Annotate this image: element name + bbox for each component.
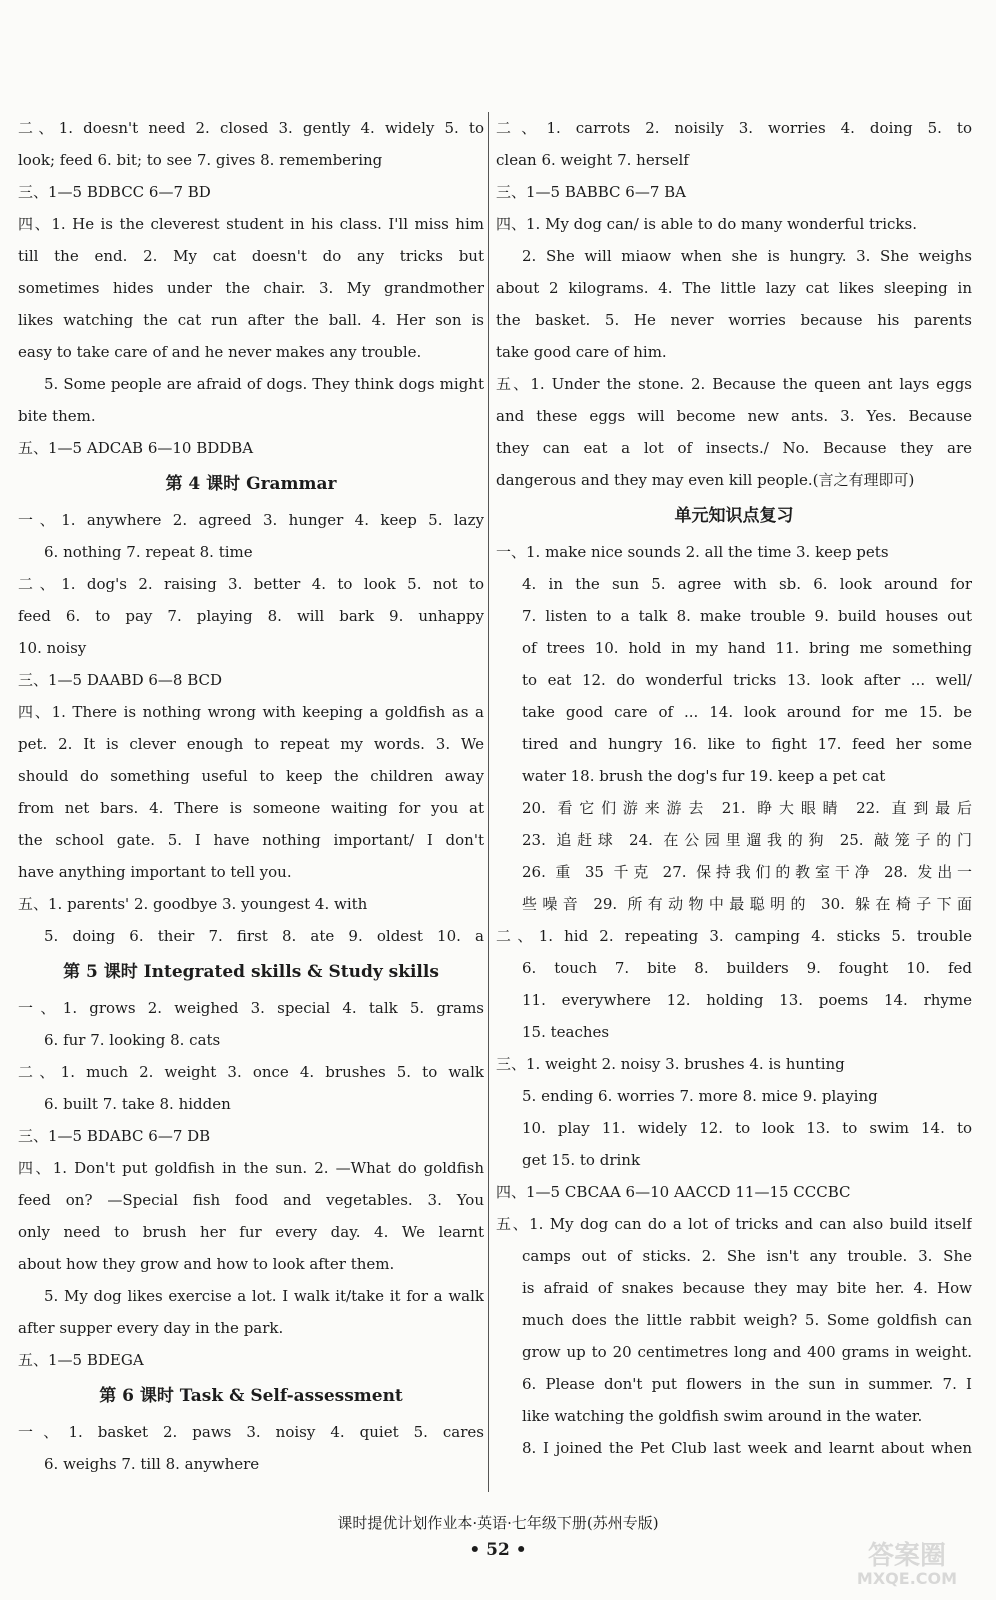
- answer-line: 四、1. There is nothing wrong with keeping a goldfish as a: [18, 703, 484, 721]
- answer-line: 二、1. carrots 2. noisily 3. worries 4. doing 5. to: [496, 119, 972, 137]
- answer-line: 四、1. My dog can/ is able to do many wonderful tricks.: [496, 215, 917, 233]
- answer-line: 二、1. doesn't need 2. closed 3. gently 4. widely 5. to: [18, 119, 484, 137]
- answer-line: have anything important to tell you.: [18, 863, 292, 881]
- answer-line: 四、1. Don't put goldfish in the sun. 2. —What do goldfish: [18, 1159, 484, 1177]
- answer-line: of trees 10. hold in my hand 11. bring me something: [522, 639, 972, 657]
- answer-line: the basket. 5. He never worries because his parents: [496, 311, 972, 329]
- answer-line: bite them.: [18, 407, 96, 425]
- answer-line: 五、1. Under the stone. 2. Because the queen ant lays eggs: [496, 375, 972, 393]
- answer-line: 10. play 11. widely 12. to look 13. to swim 14. to: [522, 1119, 972, 1137]
- answer-block: [496, 1176, 972, 1208]
- watermark-text: 答案圈: [867, 1541, 947, 1571]
- answer-block: [18, 568, 484, 664]
- answer-block: [18, 664, 484, 696]
- answer-line: and these eggs will become new ants. 3. Yes. Because: [496, 407, 972, 425]
- section-heading: 单元知识点复习: [674, 506, 794, 526]
- answer-block: [18, 992, 484, 1056]
- answer-block: [18, 208, 484, 432]
- footer-title: 课时提优计划作业本·英语·七年级下册(苏州专版): [337, 1514, 659, 1532]
- watermark-url: MXQE.COM: [856, 1569, 958, 1588]
- answer-line: likes watching the cat run after the ball. 4. Her son is: [18, 311, 484, 329]
- answer-line: from net bars. 4. There is someone waiting for you at: [18, 799, 484, 817]
- answer-line: 五、1—5 BDEGA: [18, 1351, 144, 1369]
- answer-block: [18, 176, 484, 208]
- answer-line: like watching the goldfish swim around in the water.: [522, 1407, 923, 1425]
- answer-line: 四、1—5 CBCAA 6—10 AACCD 11—15 CCCBC: [496, 1183, 851, 1201]
- answer-line: take good care of ... 14. look around for me 15. be: [522, 703, 972, 721]
- answer-line: 一、1. make nice sounds 2. all the time 3. keep pets: [496, 543, 889, 561]
- column-divider: [488, 112, 489, 1492]
- answer-line: water 18. brush the dog's fur 19. keep a pet cat: [522, 767, 886, 785]
- answer-line: should do something useful to keep the children away: [18, 767, 484, 785]
- answer-line: feed 6. to pay 7. playing 8. will bark 9. unhappy: [18, 607, 484, 625]
- section-heading: 第 5 课时 Integrated skills & Study skills: [63, 962, 439, 982]
- answer-line: 三、1—5 BABBC 6—7 BA: [496, 183, 686, 201]
- answer-line: camps out of sticks. 2. She isn't any trouble. 3. She: [522, 1247, 972, 1265]
- right-column: [496, 112, 972, 1464]
- answer-line: easy to take care of and he never makes any trouble.: [18, 343, 422, 361]
- answer-line: look; feed 6. bit; to see 7. gives 8. remembering: [18, 151, 383, 169]
- answer-line: 23. 追赶球 24. 在公园里遛我的狗 25. 敲笼子的门: [522, 831, 972, 849]
- answer-line: tired and hungry 16. like to fight 17. feed her some: [522, 735, 972, 753]
- answer-line: 2. She will miaow when she is hungry. 3. She weighs: [522, 247, 972, 265]
- answer-line: 二、1. much 2. weight 3. once 4. brushes 5. to walk: [18, 1063, 484, 1081]
- answer-line: 26. 重 35 千克 27. 保持我们的教室干净 28. 发出一: [522, 863, 972, 881]
- answer-block: [18, 888, 484, 952]
- answer-block: [18, 696, 484, 888]
- section-heading: 第 4 课时 Grammar: [165, 474, 337, 494]
- answer-block: [18, 1120, 484, 1152]
- answer-line: 5. ending 6. worries 7. more 8. mice 9. playing: [522, 1087, 878, 1105]
- answer-line: sometimes hides under the chair. 3. My grandmother: [18, 279, 484, 297]
- answer-line: 5. Some people are afraid of dogs. They think dogs might: [44, 375, 484, 393]
- answer-block: [18, 432, 484, 464]
- answer-line: till the end. 2. My cat doesn't do any tricks but: [18, 247, 484, 265]
- section-heading: 第 6 课时 Task & Self-assessment: [99, 1386, 403, 1406]
- answer-line: 5. doing 6. their 7. first 8. ate 9. oldest 10. a: [44, 927, 484, 945]
- answer-line: 二、1. dog's 2. raising 3. better 4. to look 5. not to: [18, 575, 484, 593]
- answer-line: 5. My dog likes exercise a lot. I walk it/take it for a walk: [44, 1287, 484, 1305]
- answer-line: 15. teaches: [522, 1023, 610, 1041]
- answer-line: much does the little rabbit weigh? 5. Some goldfish can: [522, 1311, 972, 1329]
- answer-line: after supper every day in the park.: [18, 1319, 284, 1337]
- answer-line: clean 6. weight 7. herself: [496, 151, 689, 169]
- answer-block: [18, 504, 484, 568]
- answer-line: pet. 2. It is clever enough to repeat my words. 3. We: [18, 735, 484, 753]
- answer-line: 三、1—5 DAABD 6—8 BCD: [18, 671, 223, 689]
- answer-line: 6. nothing 7. repeat 8. time: [44, 543, 253, 561]
- answer-line: is afraid of snakes because they may bite her. 4. How: [522, 1279, 972, 1297]
- answer-block: [496, 920, 972, 1048]
- answer-line: about how they grow and how to look after them.: [18, 1255, 395, 1273]
- answer-block: [496, 368, 972, 496]
- answer-line: 五、1. My dog can do a lot of tricks and can also build itself: [496, 1215, 972, 1233]
- answer-block: [18, 1152, 484, 1344]
- answer-line: 6. weighs 7. till 8. anywhere: [44, 1455, 260, 1473]
- answer-line: get 15. to drink: [522, 1151, 641, 1169]
- answer-line: 二、1. hid 2. repeating 3. camping 4. sticks 5. trouble: [496, 927, 972, 945]
- answer-block: [18, 1056, 484, 1120]
- answer-line: 20. 看它们游来游去 21. 睁大眼睛 22. 直到最后: [522, 799, 972, 817]
- answer-line: 6. Please don't put flowers in the sun in summer. 7. I: [522, 1375, 972, 1393]
- answer-block: [496, 208, 972, 368]
- answer-line: 7. listen to a talk 8. make trouble 9. build houses out: [522, 607, 972, 625]
- answer-line: 五、1—5 ADCAB 6—10 BDDBA: [18, 439, 254, 457]
- answer-line: 11. everywhere 12. holding 13. poems 14. rhyme: [522, 991, 972, 1009]
- answer-line: 一、1. basket 2. paws 3. noisy 4. quiet 5. cares: [18, 1423, 484, 1441]
- answer-line: 8. I joined the Pet Club last week and learnt about when: [522, 1439, 972, 1457]
- answer-line: only need to brush her fur every day. 4. We learnt: [18, 1223, 484, 1241]
- answer-line: 五、1. parents' 2. goodbye 3. youngest 4. with: [18, 895, 368, 913]
- answer-line: feed on? —Special fish food and vegetables. 3. You: [18, 1191, 484, 1209]
- answer-line: 三、1—5 BDABC 6—7 DB: [18, 1127, 211, 1145]
- answer-line: grow up to 20 centimetres long and 400 grams in weight.: [522, 1343, 972, 1361]
- answer-line: about 2 kilograms. 4. The little lazy cat likes sleeping in: [496, 279, 972, 297]
- answer-block: [496, 536, 972, 920]
- answer-block: [18, 112, 484, 176]
- page-number: • 52 •: [469, 1540, 527, 1560]
- answer-line: 一、1. grows 2. weighed 3. special 4. talk 5. grams: [18, 999, 484, 1017]
- left-column: [18, 112, 484, 1480]
- answer-block: [18, 1344, 484, 1376]
- answer-line: the school gate. 5. I have nothing important/ I don't: [18, 831, 484, 849]
- answer-line: 三、1—5 BDBCC 6—7 BD: [18, 183, 211, 201]
- answer-block: [496, 112, 972, 176]
- answer-line: 10. noisy: [18, 639, 87, 657]
- watermark-logo: [832, 1534, 982, 1590]
- answer-line: 6. fur 7. looking 8. cats: [44, 1031, 221, 1049]
- answer-line: 6. built 7. take 8. hidden: [44, 1095, 231, 1113]
- answer-line: take good care of him.: [496, 343, 667, 361]
- answer-block: [496, 176, 972, 208]
- answer-line: 一、1. anywhere 2. agreed 3. hunger 4. keep 5. lazy: [18, 511, 484, 529]
- answer-line: to eat 12. do wonderful tricks 13. look after ... well/: [522, 671, 972, 689]
- answer-block: [496, 1048, 972, 1176]
- answer-line: 4. in the sun 5. agree with sb. 6. look around for: [522, 575, 972, 593]
- answer-line: 四、1. He is the cleverest student in his class. I'll miss him: [18, 215, 484, 233]
- answer-line: 6. touch 7. bite 8. builders 9. fought 10. fed: [522, 959, 972, 977]
- answer-block: [496, 1208, 972, 1464]
- answer-line: dangerous and they may even kill people.(言之有理即可): [496, 471, 915, 489]
- answer-line: 三、1. weight 2. noisy 3. brushes 4. is hunting: [496, 1055, 845, 1073]
- answer-line: 些噪音 29. 所有动物中最聪明的 30. 躲在椅子下面: [522, 895, 972, 913]
- answer-block: [18, 1416, 484, 1480]
- answer-line: they can eat a lot of insects./ No. Because they are: [496, 439, 972, 457]
